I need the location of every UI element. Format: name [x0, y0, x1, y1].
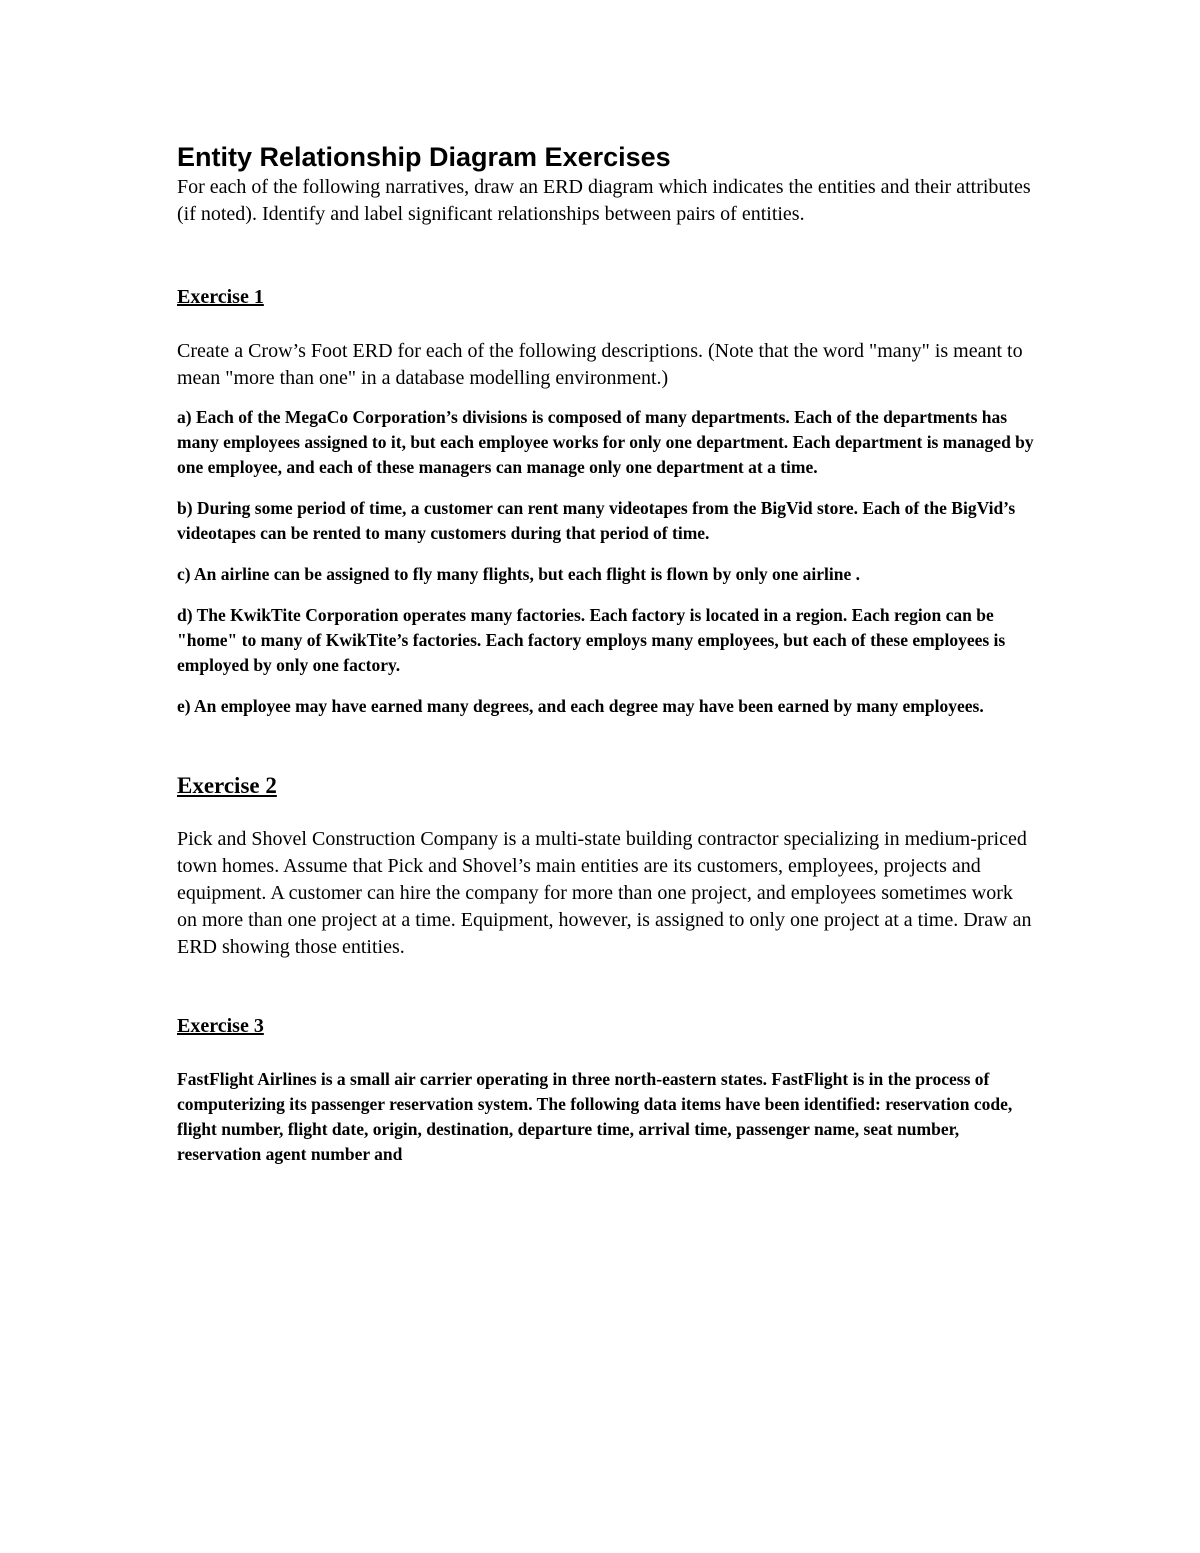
exercise-1-item-b: b) During some period of time, a customer can rent many videotapes from the BigVid store. Each of the BigVid’s videotapes can be rented to many customers during that period of time.	[177, 498, 1016, 543]
exercise-2-heading: Exercise 2	[177, 773, 277, 798]
exercise-1-heading: Exercise 1	[177, 286, 264, 308]
document-page	[177, 140, 1037, 1167]
exercise-3-body: FastFlight Airlines is a small air carrier operating in three north-eastern states. FastFlight is in the process of computerizing its passenger reservation system. The following data items have been identified: reservation code, flight number, flight date, origin, destination, departure time, arrival time, passenger name, seat number, reservation agent number and	[177, 1069, 1013, 1164]
exercise-1-item-e: e) An employee may have earned many degrees, and each degree may have been earned by many employees.	[177, 696, 984, 716]
exercise-2-body: Pick and Shovel Construction Company is a multi-state building contractor specializing in medium-priced town homes. Assume that Pick and Shovel’s main entities are its customers, employees, projects and equipment. A customer can hire the company for more than one project, and employees sometimes work on more than one project at a time. Equipment, however, is assigned to only one project at a time. Draw an ERD showing those entities.	[177, 828, 1032, 958]
exercise-1-instruction: Create a Crow’s Foot ERD for each of the following descriptions. (Note that the word "many" is meant to mean "more than one" in a database modelling environment.)	[177, 340, 1023, 389]
document-title: Entity Relationship Diagram Exercises	[177, 142, 671, 172]
exercise-1-item-a: a) Each of the MegaCo Corporation’s divisions is composed of many departments. Each of the departments has many employees assigned to it, but each employee works for only one department. Each department is managed by one employee, and each of these managers can manage only one department at a time.	[177, 407, 1034, 477]
exercise-1-item-d: d) The KwikTite Corporation operates many factories. Each factory is located in a region. Each region can be "home" to many of KwikTite’s factories. Each factory employs many employees, but each of these employees is employed by only one factory.	[177, 605, 1006, 675]
exercise-1-item-c: c) An airline can be assigned to fly many flights, but each flight is flown by only one airline .	[177, 564, 861, 584]
exercise-3-heading: Exercise 3	[177, 1015, 264, 1037]
intro-paragraph: For each of the following narratives, draw an ERD diagram which indicates the entities and their attributes (if noted). Identify and label significant relationships between pairs of entities.	[177, 176, 1031, 225]
